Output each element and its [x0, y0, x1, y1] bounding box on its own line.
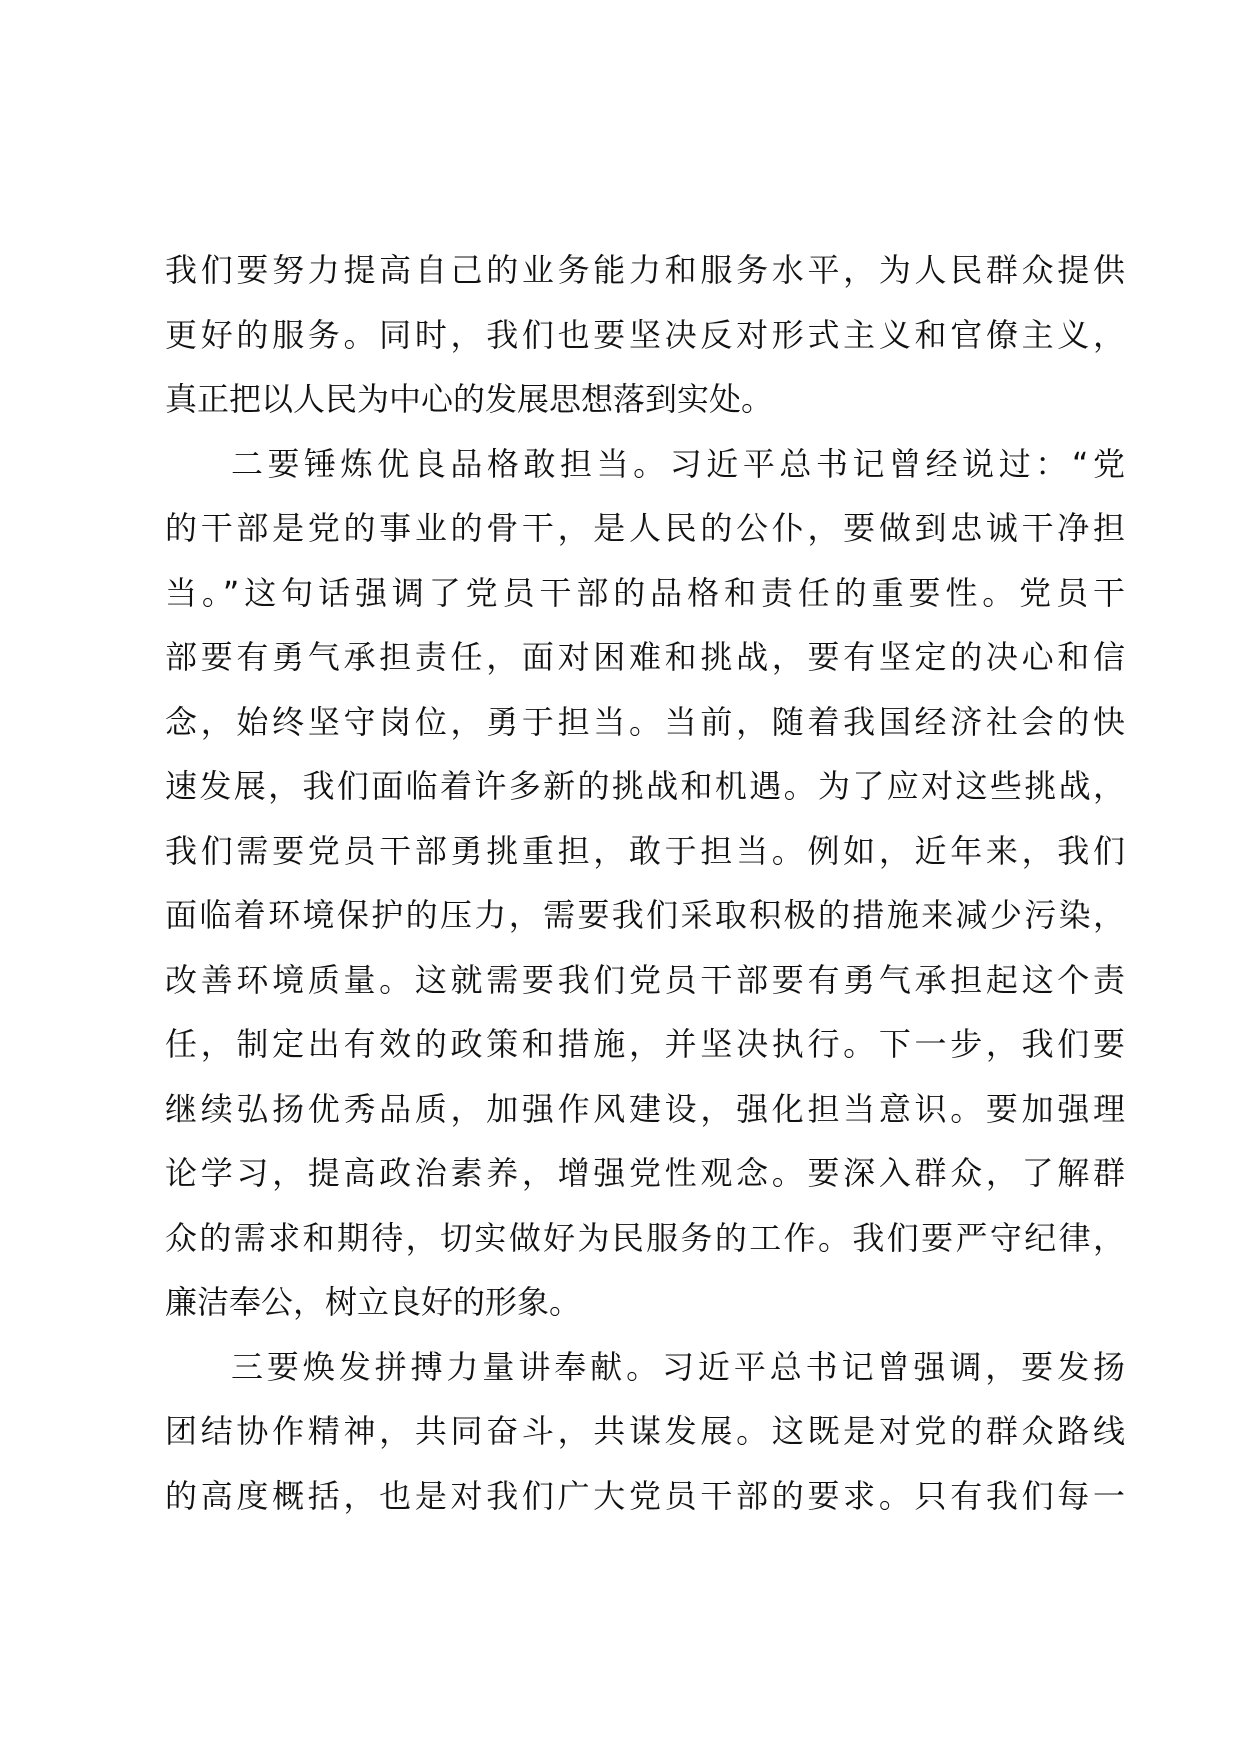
text-line: 改善环境质量。这就需要我们党员干部要有勇气承担起这个责 [165, 960, 1125, 999]
text-line: 面临着环境保护的压力，需要我们采取积极的措施来减少污染， [165, 896, 1125, 934]
text-line: 团结协作精神，共同奋斗，共谋发展。这既是对党的群众路线 [165, 1412, 1125, 1450]
text-line: 真正把以人民为中心的发展思想落到实处。 [165, 380, 774, 418]
text-line: 的干部是党的事业的骨干，是人民的公仆，要做到忠诚干净担 [165, 509, 1125, 547]
text-line: 我们要努力提高自己的业务能力和服务水平，为人民群众提供 [165, 251, 1125, 289]
text-line: 更好的服务。同时，我们也要坚决反对形式主义和官僚主义， [165, 315, 1125, 354]
text-line: 任，制定出有效的政策和措施，并坚决执行。下一步，我们要 [165, 1025, 1125, 1063]
text-line: 继续弘扬优秀品质，加强作风建设，强化担当意识。要加强理 [165, 1089, 1125, 1128]
text-line: 的高度概括，也是对我们广大党员干部的要求。只有我们每一 [165, 1476, 1125, 1515]
paragraph-start-line: 三要焕发拼搏力量讲奉献。习近平总书记曾强调，要发扬 [231, 1347, 1125, 1386]
text-line: 速发展，我们面临着许多新的挑战和机遇。为了应对这些挑战， [165, 767, 1125, 805]
text-line: 当。”这句话强调了党员干部的品格和责任的重要性。党员干 [165, 573, 1125, 612]
body-text [165, 238, 1125, 1528]
text-line: 论学习，提高政治素养，增强党性观念。要深入群众，了解群 [165, 1154, 1125, 1192]
text-line: 部要有勇气承担责任，面对困难和挑战，要有坚定的决心和信 [165, 638, 1125, 676]
paragraph-start-line: 二要锤炼优良品格敢担当。习近平总书记曾经说过：“党 [231, 444, 1125, 483]
text-line: 众的需求和期待，切实做好为民服务的工作。我们要严守纪律， [165, 1218, 1125, 1257]
text-line: 廉洁奉公，树立良好的形象。 [165, 1283, 582, 1321]
text-line: 念，始终坚守岗位，勇于担当。当前，随着我国经济社会的快 [165, 702, 1125, 741]
text-line: 我们需要党员干部勇挑重担，敢于担当。例如，近年来，我们 [165, 831, 1125, 870]
